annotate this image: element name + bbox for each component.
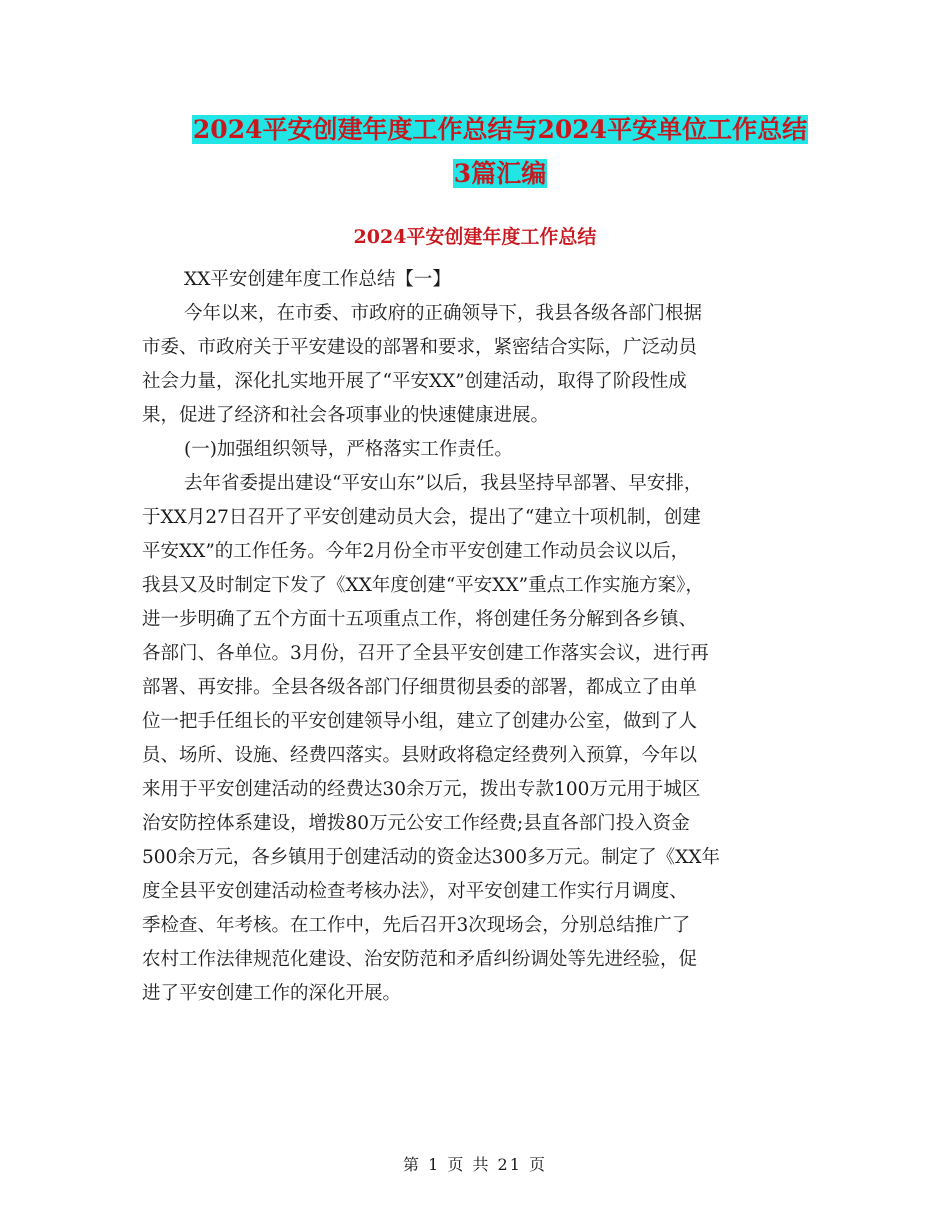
- document-title-line-2: [150, 156, 850, 192]
- text-line: 社会力量，深化扎实地开展了“平安XX”创建活动，取得了阶段性成: [142, 371, 687, 392]
- text-line: 员、场所、设施、经费四落实。县财政将稳定经费列入预算，今年以: [142, 745, 698, 766]
- text-line: 于XX月27日召开了平安创建动员大会，提出了“建立十项机制，创建: [142, 507, 701, 528]
- text-line: 500余万元，各乡镇用于创建活动的资金达300多万元。制定了《XX年: [142, 847, 720, 868]
- paragraph-heading: XX平安创建年度工作总结【一】: [184, 269, 451, 290]
- text-line: 季检查、年考核。在工作中，先后召开3次现场会，分别总结推广了: [142, 915, 691, 936]
- text-line: 我县又及时制定下发了《XX年度创建“平安XX”重点工作实施方案》，: [142, 575, 704, 596]
- text-line: 今年以来，在市委、市政府的正确领导下，我县各级各部门根据: [184, 303, 703, 324]
- document-title-text-1: 2024平安创建年度工作总结与2024平安单位工作总结: [192, 115, 808, 144]
- body-text: [142, 263, 822, 1011]
- text-line: 果，促进了经济和社会各项事业的快速健康进展。: [142, 405, 550, 426]
- text-line: 市委、市政府关于平安建设的部署和要求，紧密结合实际，广泛动员: [142, 337, 698, 358]
- text-line: 部署、再安排。全县各级各部门仔细贯彻县委的部署，都成立了由单: [142, 677, 698, 698]
- text-line: 进了平安创建工作的深化开展。: [142, 983, 402, 1004]
- text-line: 进一步明确了五个方面十五项重点工作，将创建任务分解到各乡镇、: [142, 609, 698, 630]
- document-title-text-2: 3篇汇编: [453, 159, 547, 188]
- text-line: 度全县平安创建活动检查考核办法》，对平安创建工作实行月调度、: [142, 881, 688, 902]
- page-footer: 第 1 页 共 21 页: [403, 1155, 547, 1174]
- text-line: 来用于平安创建活动的经费达30余万元，拨出专款100万元用于城区: [142, 779, 701, 800]
- document-title-line-1: [150, 112, 850, 148]
- text-line: 农村工作法律规范化建设、治安防范和矛盾纠纷调处等先进经验，促: [142, 949, 698, 970]
- subheading: (一)加强组织领导，严格落实工作责任。: [184, 439, 513, 460]
- text-line: 去年省委提出建设“平安山东”以后，我县坚持早部署、早安排，: [184, 473, 703, 494]
- section-title: 2024平安创建年度工作总结: [353, 226, 597, 248]
- text-line: 位一把手任组长的平安创建领导小组，建立了创建办公室，做到了人: [142, 711, 698, 732]
- text-line: 治安防控体系建设，增拨80万元公安工作经费;县直各部门投入资金: [142, 813, 690, 834]
- text-line: 平安XX”的工作任务。今年2月份全市平安创建工作动员会议以后，: [142, 541, 690, 562]
- text-line: 各部门、各单位。3月份，召开了全县平安创建工作落实会议，进行再: [142, 643, 709, 664]
